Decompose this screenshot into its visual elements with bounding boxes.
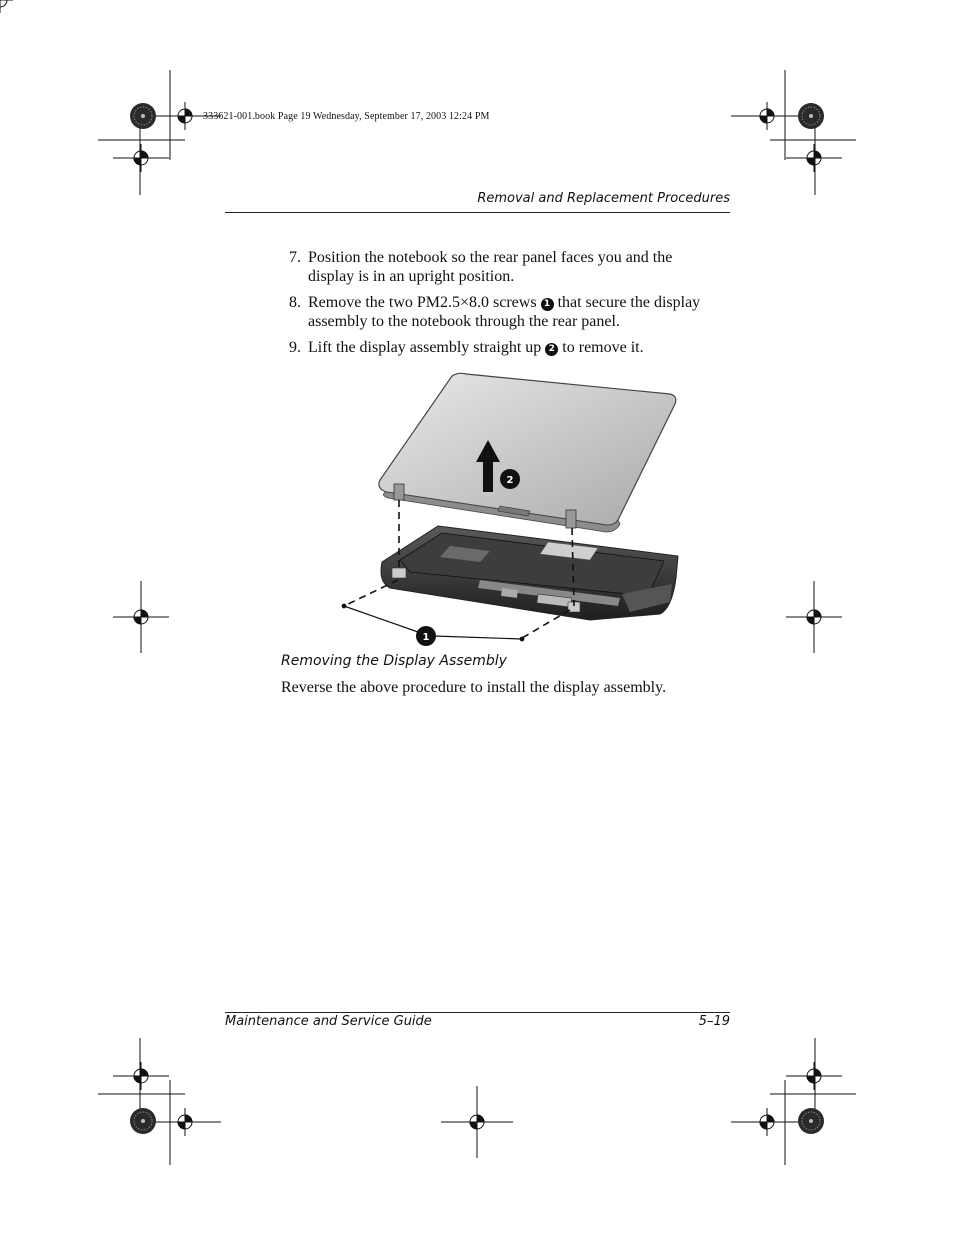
step-7 <box>281 248 731 286</box>
step-text-line: assembly to the notebook through the rear panel. <box>308 313 620 330</box>
notebook-base <box>381 526 678 620</box>
figure-callout-2 <box>500 469 520 489</box>
step-text: Remove the two PM2.5×8.0 screws <box>308 294 537 311</box>
footer-guide-title: Maintenance and Service Guide <box>225 1014 432 1029</box>
procedure-steps <box>281 248 731 364</box>
footer-page-number: 5–19 <box>698 1014 730 1029</box>
callout-1-icon: 1 <box>541 298 554 311</box>
step-text: that secure the display <box>557 294 701 311</box>
step-text-line: display is in an upright position. <box>308 268 515 285</box>
step-text-line: Position the notebook so the rear panel faces you and the <box>308 249 673 266</box>
body-paragraph: Reverse the above procedure to install the display assembly. <box>281 679 667 696</box>
step-number: 9. <box>289 339 301 356</box>
display-assembly <box>379 373 676 532</box>
header-rule <box>225 212 730 213</box>
step-text: Lift the display assembly straight up <box>308 339 542 356</box>
step-number: 7. <box>289 249 301 266</box>
book-page-info-line: 333621-001.book Page 19 Wednesday, September 17, 2003 12:24 PM <box>203 111 490 122</box>
figure-callout-1 <box>416 626 436 646</box>
step-9 <box>281 338 731 357</box>
callout-1-label: 1 <box>422 632 430 643</box>
step-text: to remove it. <box>562 339 644 356</box>
running-head: Removal and Replacement Procedures <box>477 191 730 206</box>
figure-caption: Removing the Display Assembly <box>281 653 507 669</box>
step-8 <box>281 293 731 331</box>
footer-rule <box>225 1012 730 1013</box>
callout-2-label: 2 <box>506 475 514 486</box>
callout-2-icon: 2 <box>545 343 558 356</box>
notebook-illustration <box>330 370 690 650</box>
display-removal-illustration <box>330 370 690 650</box>
step-number: 8. <box>289 294 301 311</box>
